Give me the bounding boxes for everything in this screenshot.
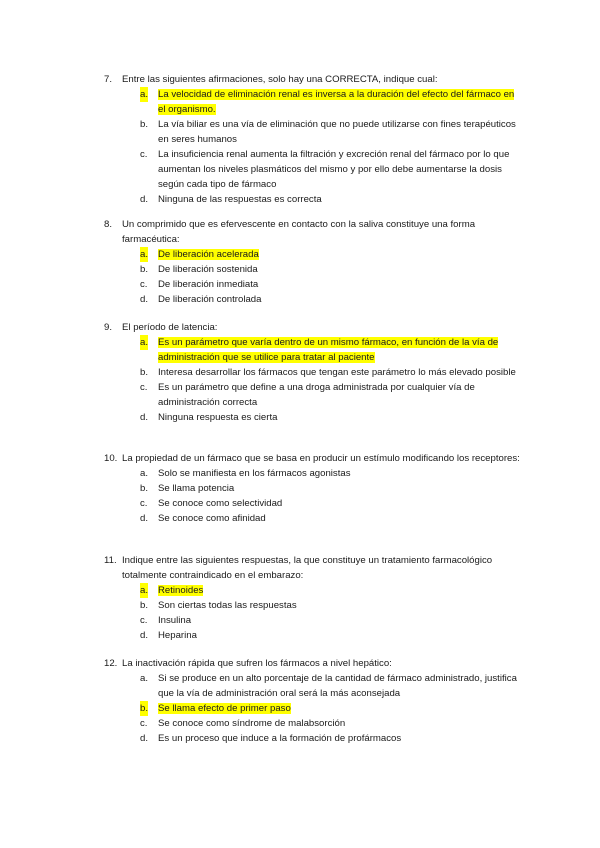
option-letter: d.: [140, 294, 149, 305]
option-c: [140, 147, 524, 192]
option-text: Se conoce como síndrome de malabsorción: [158, 718, 346, 729]
option-d: [140, 731, 524, 746]
question-9: [104, 320, 524, 425]
question-number: 8.: [104, 219, 113, 230]
question-stem: [104, 451, 524, 466]
option-text: Interesa desarrollar los fármacos que tengan este parámetro lo más elevado posible: [158, 367, 516, 378]
option-a: [140, 247, 524, 262]
option-d: [140, 628, 524, 643]
option-d: [140, 511, 524, 526]
question-11: [104, 553, 524, 643]
option-b: [140, 117, 524, 147]
option-text: Insulina: [158, 615, 192, 626]
option-c: [140, 613, 524, 628]
question-number: 11.: [104, 555, 117, 566]
option-letter: b.: [140, 264, 149, 275]
question-8: [104, 217, 524, 307]
option-letter: d.: [140, 513, 149, 524]
option-d: [140, 410, 524, 425]
option-text: Si se produce en un alto porcentaje de la cantidad de fármaco administrado, justifica que la vía de administración oral será la más aconsejada: [158, 673, 517, 699]
option-b: [140, 701, 524, 716]
option-text: La vía biliar es una vía de eliminación que no puede utilizarse con fines terapéuticos en seres humanos: [158, 119, 516, 145]
question-text: Indique entre las siguientes respuestas, la que constituye un tratamiento farmacológico totalmente contraindicado en el embarazo:: [122, 555, 493, 581]
option-text: La insuficiencia renal aumenta la filtración y excreción renal del fármaco por lo que aumentan los niveles plasmáticos del mismo y por ello debe aumentarse la dosis según cada tipo de fármaco: [158, 149, 510, 190]
option-d: [140, 292, 524, 307]
question-text: La inactivación rápida que sufren los fármacos a nivel hepático:: [122, 658, 392, 669]
option-letter: d.: [140, 733, 149, 744]
options-list: [104, 583, 524, 643]
option-text: Ninguna respuesta es cierta: [158, 412, 278, 423]
option-letter: a.: [140, 337, 149, 348]
option-text: De liberación inmediata: [158, 279, 259, 290]
option-text: Se llama efecto de primer paso: [158, 703, 291, 714]
question-12: [104, 656, 524, 746]
option-a: [140, 466, 524, 481]
option-d: [140, 192, 524, 207]
question-number: 9.: [104, 322, 113, 333]
option-b: [140, 481, 524, 496]
question-text: Entre las siguientes afirmaciones, solo hay una CORRECTA, indique cual:: [122, 74, 438, 85]
option-b: [140, 598, 524, 613]
option-letter: c.: [140, 718, 148, 729]
question-stem: [104, 320, 524, 335]
option-text: Retinoides: [158, 585, 204, 596]
option-letter: b.: [140, 600, 149, 611]
question-stem: [104, 656, 524, 671]
question-10: [104, 451, 524, 526]
option-text: De liberación controlada: [158, 294, 262, 305]
option-letter: c.: [140, 279, 148, 290]
option-b: [140, 262, 524, 277]
option-c: [140, 380, 524, 410]
option-text: Heparina: [158, 630, 197, 641]
question-text: Un comprimido que es efervescente en contacto con la saliva constituye una forma farmacéutica:: [122, 219, 476, 245]
option-letter: c.: [140, 498, 148, 509]
option-c: [140, 277, 524, 292]
option-letter: b.: [140, 367, 149, 378]
option-text: Es un parámetro que define a una droga administrada por cualquier vía de administración correcta: [158, 382, 475, 408]
option-letter: a.: [140, 89, 149, 100]
option-text: Se llama potencia: [158, 483, 235, 494]
option-text: Son ciertas todas las respuestas: [158, 600, 297, 611]
option-letter: c.: [140, 149, 148, 160]
option-a: [140, 583, 524, 598]
option-text: Se conoce como selectividad: [158, 498, 283, 509]
question-text: El período de latencia:: [122, 322, 218, 333]
options-list: [104, 466, 524, 526]
options-list: [104, 671, 524, 746]
option-b: [140, 365, 524, 380]
options-list: [104, 247, 524, 307]
option-letter: a.: [140, 468, 149, 479]
option-letter: a.: [140, 585, 149, 596]
option-letter: a.: [140, 249, 149, 260]
question-number: 12.: [104, 658, 118, 669]
option-letter: c.: [140, 382, 148, 393]
question-number: 7.: [104, 74, 113, 85]
option-c: [140, 716, 524, 731]
question-number: 10.: [104, 453, 118, 464]
option-letter: a.: [140, 673, 149, 684]
question-stem: [104, 217, 524, 247]
option-letter: b.: [140, 119, 149, 130]
option-a: [140, 335, 524, 365]
option-letter: c.: [140, 615, 148, 626]
option-text: Es un parámetro que varía dentro de un mismo fármaco, en función de la vía de administración que se utilice para tratar al paciente: [158, 337, 499, 363]
option-c: [140, 496, 524, 511]
option-letter: b.: [140, 703, 149, 714]
question-text: La propiedad de un fármaco que se basa en producir un estímulo modificando los receptores:: [122, 453, 520, 464]
question-stem: [104, 553, 524, 583]
options-list: [104, 87, 524, 207]
option-text: De liberación acelerada: [158, 249, 259, 260]
option-text: Es un proceso que induce a la formación de profármacos: [158, 733, 402, 744]
question-stem: [104, 72, 524, 87]
option-text: La velocidad de eliminación renal es inversa a la duración del efecto del fármaco en el organismo.: [158, 89, 515, 115]
option-text: Se conoce como afinidad: [158, 513, 266, 524]
option-letter: d.: [140, 194, 149, 205]
option-letter: b.: [140, 483, 149, 494]
option-letter: d.: [140, 630, 149, 641]
option-letter: d.: [140, 412, 149, 423]
option-a: [140, 671, 524, 701]
option-text: Ninguna de las respuestas es correcta: [158, 194, 322, 205]
option-text: Solo se manifiesta en los fármacos agonistas: [158, 468, 351, 479]
option-a: [140, 87, 524, 117]
options-list: [104, 335, 524, 425]
question-7: [104, 72, 524, 207]
option-text: De liberación sostenida: [158, 264, 258, 275]
